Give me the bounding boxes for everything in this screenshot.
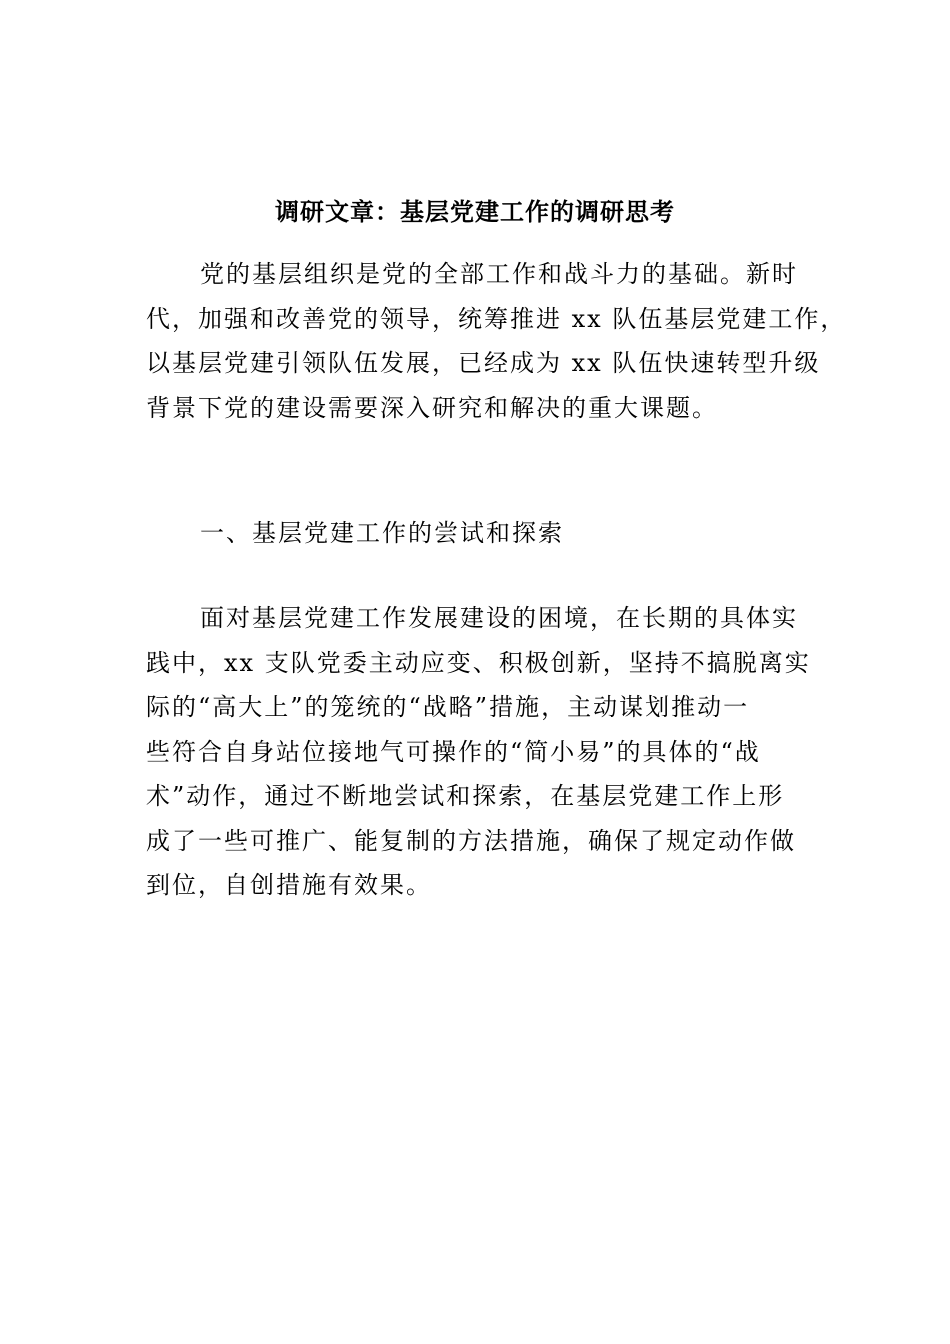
section-paragraph [146,596,811,908]
document-title: 调研文章：基层党建工作的调研思考 [275,197,675,226]
intro-paragraph [146,252,847,430]
paragraph-line: 面对基层党建工作发展建设的困境，在长期的具体实 [200,604,798,632]
paragraph-line: 代，加强和改善党的领导，统筹推进 xx 队伍基层党建工作， [146,304,847,333]
section-heading [146,511,806,556]
paragraph-line: 党的基层组织是党的全部工作和战斗力的基础。新时 [200,260,798,288]
paragraph-line: 践中，xx 支队党委主动应变、积极创新，坚持不搞脱离实 [146,648,811,677]
paragraph-line: 些符合自身站位接地气可操作的“简小易”的具体的“战 [146,737,761,766]
paragraph-line: 术”动作，通过不断地尝试和探索，在基层党建工作上形 [146,782,785,810]
paragraph-line: 背景下党的建设需要深入研究和解决的重大课题。 [146,393,718,422]
section-heading-text: 一、基层党建工作的尝试和探索 [200,519,564,547]
paragraph-line: 成了一些可推广、能复制的方法措施，确保了规定动作做 [146,826,796,855]
paragraph-line: 际的“高大上”的笼统的“战略”措施，主动谋划推动一 [146,693,750,721]
paragraph-line: 以基层党建引领队伍发展，已经成为 xx 队伍快速转型升级 [146,349,821,377]
paragraph-line: 到位，自创措施有效果。 [146,871,432,899]
